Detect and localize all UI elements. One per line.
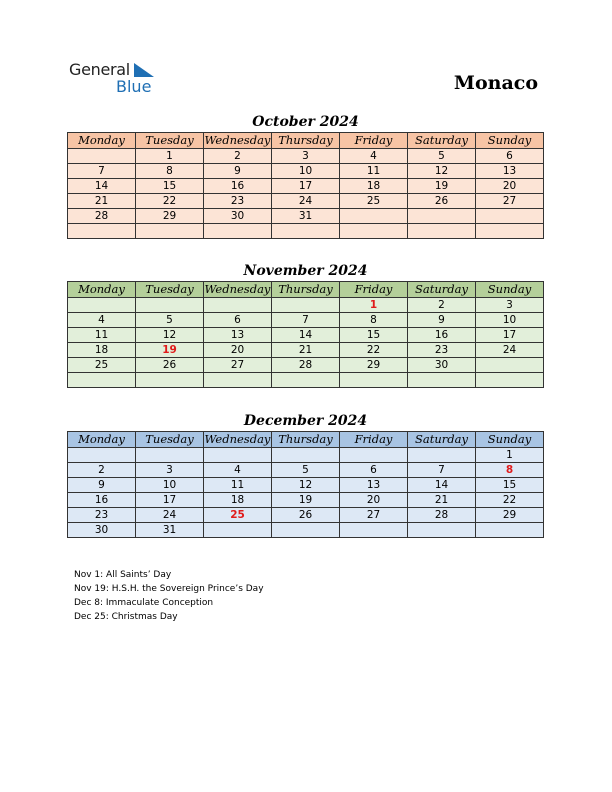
day-cell: 31: [136, 523, 204, 538]
day-cell: 5: [272, 463, 340, 478]
day-cell: 13: [340, 478, 408, 493]
day-cell: [68, 448, 136, 463]
day-cell: 27: [204, 358, 272, 373]
brand-logo: [69, 60, 169, 96]
day-cell: [476, 209, 544, 224]
week-row: [68, 463, 544, 478]
day-cell: 29: [476, 508, 544, 523]
day-cell: 11: [68, 328, 136, 343]
week-row: [68, 523, 544, 538]
day-cell: 25: [68, 358, 136, 373]
day-cell: [136, 448, 204, 463]
week-row: [68, 343, 544, 358]
day-cell: 17: [272, 179, 340, 194]
week-row: [68, 478, 544, 493]
weekday-header: Tuesday: [136, 133, 204, 149]
weekday-header-row: [68, 282, 544, 298]
day-cell: 16: [408, 328, 476, 343]
day-cell: 31: [272, 209, 340, 224]
day-cell: 20: [340, 493, 408, 508]
day-cell: 21: [272, 343, 340, 358]
weekday-header: Wednesday: [204, 282, 271, 296]
day-cell: 10: [136, 478, 204, 493]
day-cell: 15: [136, 179, 204, 194]
weekday-header: Thursday: [272, 282, 340, 298]
day-cell: [408, 373, 476, 388]
day-cell: 8: [136, 164, 204, 179]
day-cell: 13: [204, 328, 272, 343]
day-cell: [204, 448, 272, 463]
day-cell: 14: [408, 478, 476, 493]
day-cell: 8: [476, 463, 544, 478]
day-cell: 19: [408, 179, 476, 194]
day-cell: [204, 523, 272, 538]
holiday-note: Nov 1: All Saints’ Day: [74, 570, 172, 580]
day-cell: 23: [68, 508, 136, 523]
month-title: November 2024: [243, 263, 368, 279]
day-cell: [68, 373, 136, 388]
day-cell: 1: [476, 448, 544, 463]
day-cell: 8: [340, 313, 408, 328]
weekday-header: Monday: [68, 133, 136, 149]
weekday-header: Wednesday: [204, 133, 271, 147]
day-cell: [68, 224, 136, 239]
week-row: [68, 209, 544, 224]
day-cell: 18: [204, 493, 272, 508]
day-cell: 14: [68, 179, 136, 194]
week-row: [68, 149, 544, 164]
day-cell: 30: [204, 209, 272, 224]
day-cell: 12: [272, 478, 340, 493]
weekday-header: Monday: [68, 282, 136, 298]
day-cell: 7: [408, 463, 476, 478]
day-cell: [204, 298, 272, 313]
day-cell: 5: [408, 149, 476, 164]
month-title: October 2024: [252, 114, 359, 130]
day-cell: [68, 298, 136, 313]
holiday-note: Nov 19: H.S.H. the Sovereign Prince’s Day: [74, 584, 264, 594]
month-october: [67, 112, 544, 239]
day-cell: 13: [476, 164, 544, 179]
day-cell: 15: [340, 328, 408, 343]
weekday-header: Sunday: [476, 432, 544, 448]
day-cell: 30: [408, 358, 476, 373]
day-cell: [272, 298, 340, 313]
holiday-notes: [74, 568, 264, 624]
calendar-table: [67, 431, 544, 538]
week-row: [68, 179, 544, 194]
day-cell: 26: [408, 194, 476, 209]
logo-text-general: General: [69, 60, 130, 79]
day-cell: [272, 224, 340, 239]
weekday-header: Thursday: [272, 133, 340, 149]
day-cell: 18: [340, 179, 408, 194]
weekday-header-row: [68, 432, 544, 448]
day-cell: 7: [272, 313, 340, 328]
day-cell: 9: [408, 313, 476, 328]
day-cell: [340, 373, 408, 388]
day-cell: [272, 523, 340, 538]
weekday-header: Friday: [340, 282, 408, 298]
day-cell: 6: [476, 149, 544, 164]
day-cell: 10: [476, 313, 544, 328]
day-cell: 16: [68, 493, 136, 508]
day-cell: 9: [68, 478, 136, 493]
day-cell: 25: [340, 194, 408, 209]
day-cell: 24: [476, 343, 544, 358]
day-cell: [408, 448, 476, 463]
day-cell: 24: [136, 508, 204, 523]
week-row: [68, 373, 544, 388]
day-cell: [408, 209, 476, 224]
day-cell: 14: [272, 328, 340, 343]
weekday-header: Wednesday: [204, 432, 271, 446]
day-cell: 6: [204, 313, 272, 328]
day-cell: 21: [68, 194, 136, 209]
weekday-header: Sunday: [476, 282, 544, 298]
logo-flag-icon: [134, 63, 154, 77]
day-cell: 20: [476, 179, 544, 194]
day-cell: 7: [68, 164, 136, 179]
day-cell: 4: [68, 313, 136, 328]
day-cell: 30: [68, 523, 136, 538]
month-title: December 2024: [243, 413, 368, 429]
day-cell: 19: [272, 493, 340, 508]
day-cell: [68, 149, 136, 164]
day-cell: 19: [136, 343, 204, 358]
day-cell: 25: [204, 508, 272, 523]
week-row: [68, 194, 544, 209]
day-cell: [272, 373, 340, 388]
day-cell: 3: [272, 149, 340, 164]
week-row: [68, 493, 544, 508]
day-cell: [136, 373, 204, 388]
day-cell: 21: [408, 493, 476, 508]
day-cell: 20: [204, 343, 272, 358]
day-cell: [136, 224, 204, 239]
week-row: [68, 328, 544, 343]
day-cell: 6: [340, 463, 408, 478]
day-cell: 11: [340, 164, 408, 179]
calendar-table: [67, 132, 544, 239]
day-cell: 17: [136, 493, 204, 508]
day-cell: 10: [272, 164, 340, 179]
day-cell: 11: [204, 478, 272, 493]
day-cell: 5: [136, 313, 204, 328]
day-cell: [408, 523, 476, 538]
week-row: [68, 298, 544, 313]
day-cell: [204, 373, 272, 388]
day-cell: [476, 373, 544, 388]
day-cell: 23: [204, 194, 272, 209]
weekday-header: Thursday: [272, 432, 340, 448]
day-cell: 1: [340, 298, 408, 313]
day-cell: [340, 224, 408, 239]
day-cell: 17: [476, 328, 544, 343]
holiday-note: Dec 25: Christmas Day: [74, 612, 178, 622]
week-row: [68, 164, 544, 179]
weekday-header: Friday: [340, 432, 408, 448]
day-cell: 3: [136, 463, 204, 478]
week-row: [68, 508, 544, 523]
day-cell: 28: [272, 358, 340, 373]
day-cell: [408, 224, 476, 239]
week-row: [68, 313, 544, 328]
day-cell: [340, 448, 408, 463]
day-cell: 26: [272, 508, 340, 523]
day-cell: 2: [204, 149, 272, 164]
weekday-header: Friday: [340, 133, 408, 149]
day-cell: 28: [408, 508, 476, 523]
weekday-header-row: [68, 133, 544, 149]
day-cell: [340, 523, 408, 538]
day-cell: 18: [68, 343, 136, 358]
day-cell: 29: [340, 358, 408, 373]
weekday-header: Tuesday: [136, 282, 204, 298]
day-cell: [136, 298, 204, 313]
month-november: [67, 261, 544, 388]
day-cell: [204, 224, 272, 239]
day-cell: 3: [476, 298, 544, 313]
weekday-header: Saturday: [408, 133, 476, 149]
calendar-table: [67, 281, 544, 388]
day-cell: 4: [204, 463, 272, 478]
country-name: Monaco: [453, 72, 538, 94]
day-cell: 27: [476, 194, 544, 209]
weekday-header: Saturday: [408, 432, 476, 448]
day-cell: 27: [340, 508, 408, 523]
holiday-note: Dec 8: Immaculate Conception: [74, 598, 214, 608]
day-cell: 23: [408, 343, 476, 358]
weekday-header: Saturday: [408, 282, 476, 298]
day-cell: 2: [68, 463, 136, 478]
day-cell: 16: [204, 179, 272, 194]
logo-text-blue: Blue: [116, 77, 152, 96]
day-cell: 28: [68, 209, 136, 224]
day-cell: 1: [136, 149, 204, 164]
day-cell: 22: [476, 493, 544, 508]
day-cell: 26: [136, 358, 204, 373]
day-cell: [476, 224, 544, 239]
day-cell: [476, 523, 544, 538]
day-cell: 22: [136, 194, 204, 209]
day-cell: 2: [408, 298, 476, 313]
weekday-header: Sunday: [476, 133, 544, 149]
weekday-header: Tuesday: [136, 432, 204, 448]
day-cell: 12: [136, 328, 204, 343]
day-cell: [340, 209, 408, 224]
week-row: [68, 224, 544, 239]
day-cell: 24: [272, 194, 340, 209]
week-row: [68, 448, 544, 463]
day-cell: 15: [476, 478, 544, 493]
day-cell: 4: [340, 149, 408, 164]
day-cell: 29: [136, 209, 204, 224]
day-cell: 9: [204, 164, 272, 179]
day-cell: [476, 358, 544, 373]
day-cell: 22: [340, 343, 408, 358]
day-cell: 12: [408, 164, 476, 179]
week-row: [68, 358, 544, 373]
weekday-header: Monday: [68, 432, 136, 448]
month-december: [67, 411, 544, 538]
day-cell: [272, 448, 340, 463]
